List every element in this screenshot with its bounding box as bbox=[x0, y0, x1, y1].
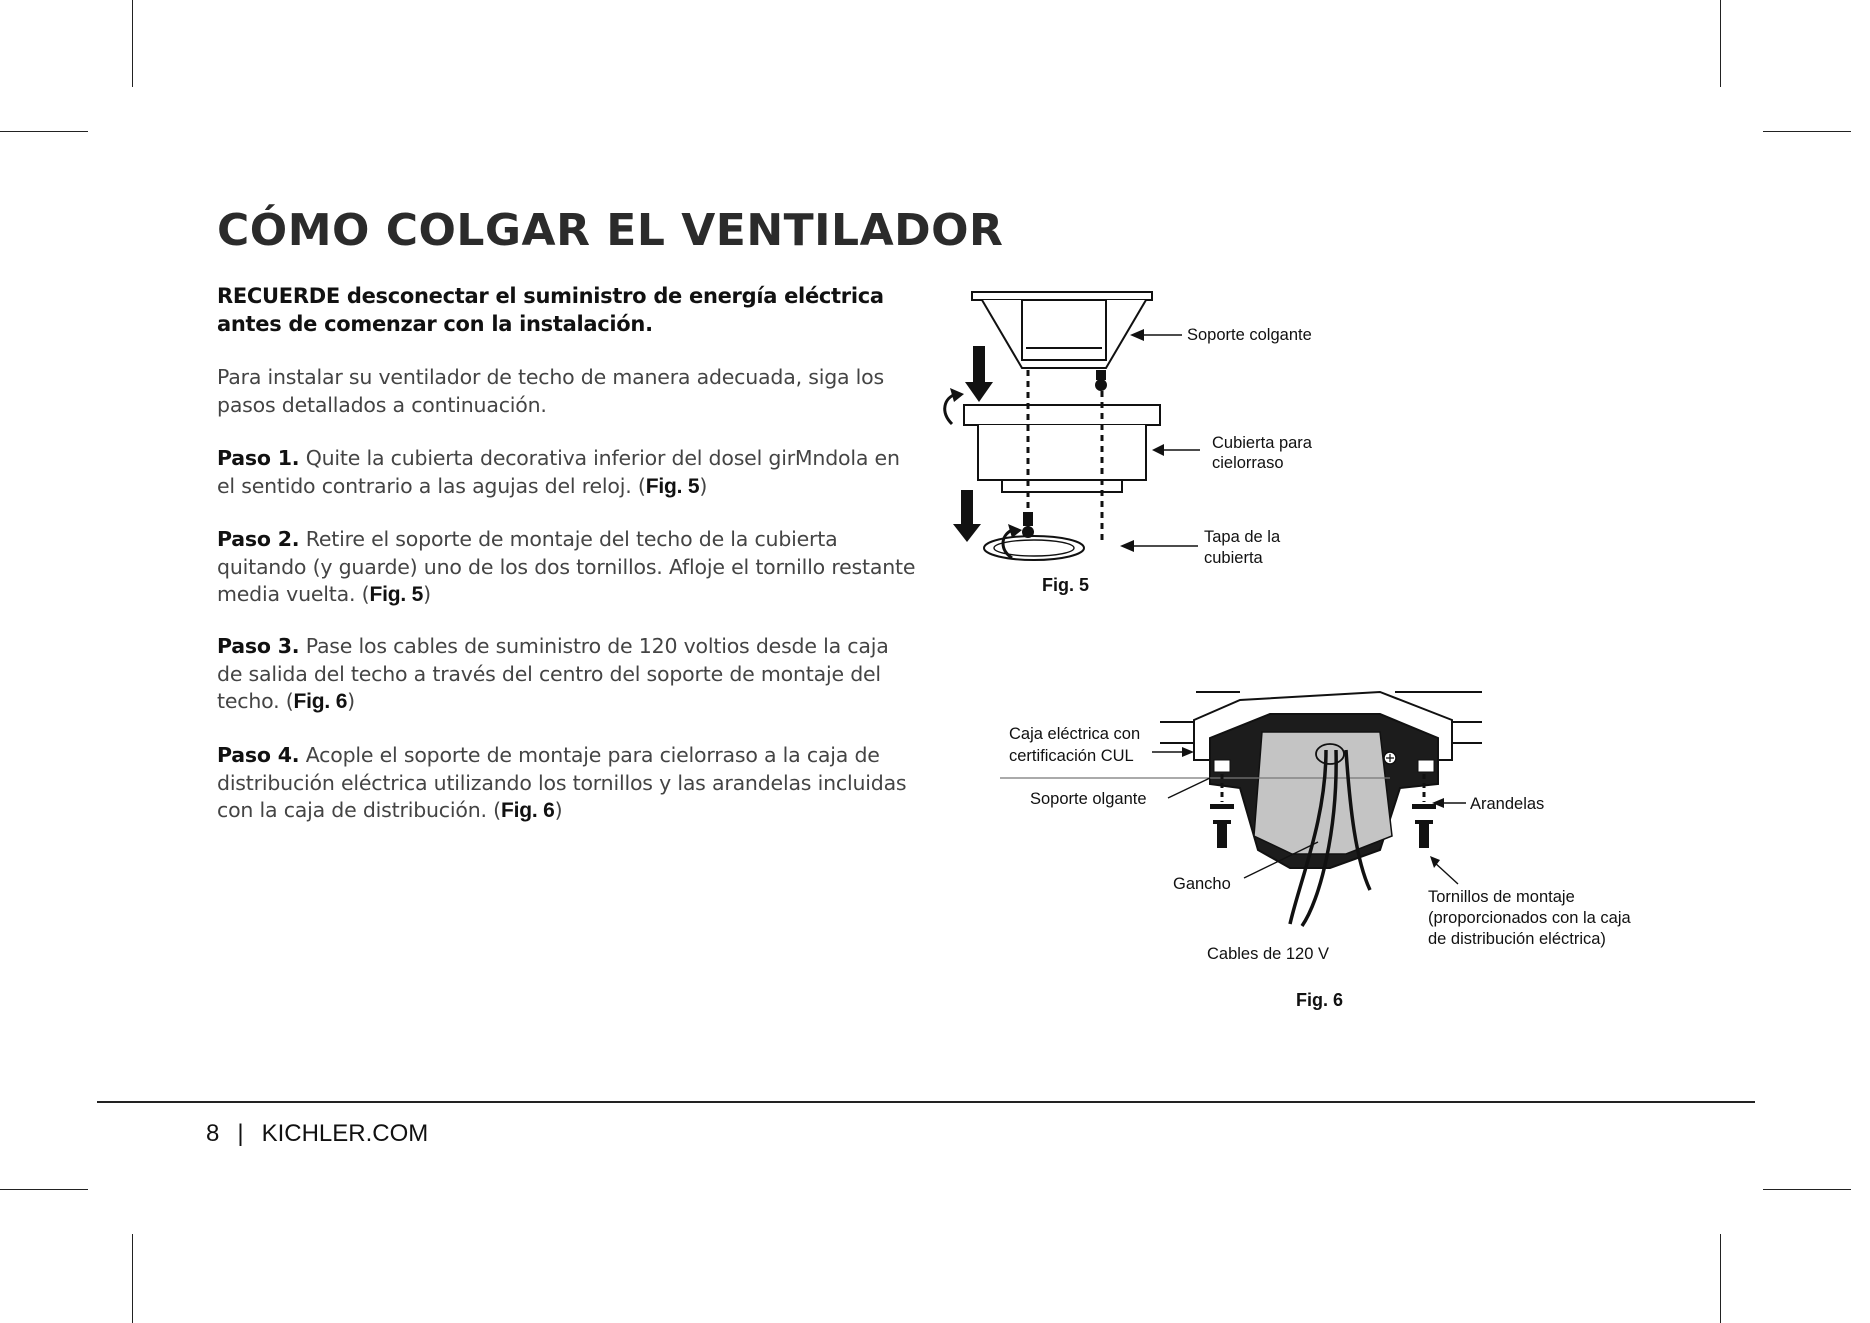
hanging-bracket-top bbox=[972, 292, 1152, 300]
label-hanging-bracket: Soporte olgante bbox=[1030, 790, 1147, 808]
label-hook: Gancho bbox=[1173, 875, 1231, 893]
step-text: Pase los cables de suministro de 120 voltios desde la caja de salida del techo a través del centro del soporte de montaje del techo. ( bbox=[217, 634, 889, 713]
step-3: Paso 3. Pase los cables de suministro de 120 voltios desde la caja de salida del techo a través del centro del soporte de montaje del techo. (Fig. 6) bbox=[217, 634, 889, 713]
label-canopy-line1: Cubierta para bbox=[1212, 434, 1312, 452]
figure-6-caption: Fig. 6 bbox=[1296, 990, 1344, 1010]
label-washers: Arandelas bbox=[1470, 795, 1545, 813]
step-text: Quite la cubierta decorativa inferior del dosel girMndola en el sentido contrario a las agujas del reloj. ( bbox=[217, 446, 900, 498]
label-mounting-screws-line1: Tornillos de montaje bbox=[1428, 888, 1575, 906]
step-1: Paso 1. Quite la cubierta decorativa inferior del dosel girMndola en el sentido contrario a las agujas del reloj. (Fig. 5) bbox=[217, 446, 900, 498]
step-2: Paso 2. Retire el soporte de montaje del techo de la cubierta quitando (y guarde) uno de los dos tornillos. Afloje el tornillo restante media vuelta. (Fig. 5) bbox=[217, 527, 916, 606]
reminder-text: desconectar el suministro de energía eléctrica antes de comenzar con la instalación. bbox=[217, 284, 884, 336]
crop-mark bbox=[1720, 0, 1721, 87]
crop-mark bbox=[1763, 131, 1851, 132]
page-number: 8 bbox=[206, 1120, 220, 1147]
step-4: Paso 4. Acople el soporte de montaje para cielorraso a la caja de distribución eléctrica utilizando los tornillos y las arandelas incluidas con la caja de distribución. (Fig. 6) bbox=[217, 743, 907, 822]
label-mounting-screws-line2: (proporcionados con la caja bbox=[1428, 909, 1631, 927]
step-label: Paso 4. bbox=[217, 743, 300, 767]
label-cables: Cables de 120 V bbox=[1207, 945, 1330, 963]
crop-mark bbox=[132, 1234, 133, 1323]
canopy bbox=[964, 405, 1160, 425]
crop-mark bbox=[132, 0, 133, 87]
figure-reference: Fig. 5 bbox=[369, 583, 424, 606]
figure-reference: Fig. 5 bbox=[645, 474, 700, 498]
crop-mark bbox=[0, 1189, 88, 1190]
figure-5-caption: Fig. 5 bbox=[1042, 575, 1090, 595]
footer bbox=[206, 1120, 428, 1148]
footer-divider bbox=[97, 1101, 1755, 1103]
step-label: Paso 3. bbox=[217, 634, 300, 658]
figure-reference: Fig. 6 bbox=[293, 690, 348, 713]
crop-mark bbox=[1763, 1189, 1851, 1190]
page-title: CÓMO COLGAR EL VENTILADOR bbox=[217, 205, 1004, 256]
label-canopy-line2: cielorraso bbox=[1212, 454, 1284, 472]
footer-website: KICHLER.COM bbox=[261, 1120, 429, 1147]
safety-reminder bbox=[217, 282, 917, 338]
label-cover-line2: cubierta bbox=[1204, 549, 1263, 567]
intro-paragraph: Para instalar su ventilador de techo de manera adecuada, siga los pasos detallados a continuación. bbox=[217, 365, 885, 417]
step-label: Paso 2. bbox=[217, 527, 300, 551]
reminder-lead: RECUERDE bbox=[217, 284, 340, 308]
step-text: Retire el soporte de montaje del techo de la cubierta quitando (y guarde) uno de los dos tornillos. Afloje el tornillo restante media vuelta. ( bbox=[217, 527, 916, 606]
figure-reference: Fig. 6 bbox=[500, 799, 555, 822]
label-electrical-box-line2: certificación CUL bbox=[1009, 747, 1134, 765]
figure-5-diagram bbox=[930, 280, 1350, 600]
figure-6-diagram bbox=[1000, 680, 1680, 1020]
step-label: Paso 1. bbox=[217, 446, 300, 470]
label-cover-line1: Tapa de la bbox=[1204, 528, 1281, 546]
crop-mark bbox=[0, 131, 88, 132]
step-text: Acople el soporte de montaje para cielorraso a la caja de distribución eléctrica utilizando los tornillos y las arandelas incluidas con la caja de distribución. ( bbox=[217, 743, 907, 822]
footer-separator: | bbox=[237, 1120, 244, 1147]
label-hanging-bracket: Soporte colgante bbox=[1187, 326, 1312, 344]
label-electrical-box-line1: Caja eléctrica con bbox=[1009, 725, 1141, 743]
label-mounting-screws-line3: de distribución eléctrica) bbox=[1428, 930, 1606, 948]
crop-mark bbox=[1720, 1234, 1721, 1323]
